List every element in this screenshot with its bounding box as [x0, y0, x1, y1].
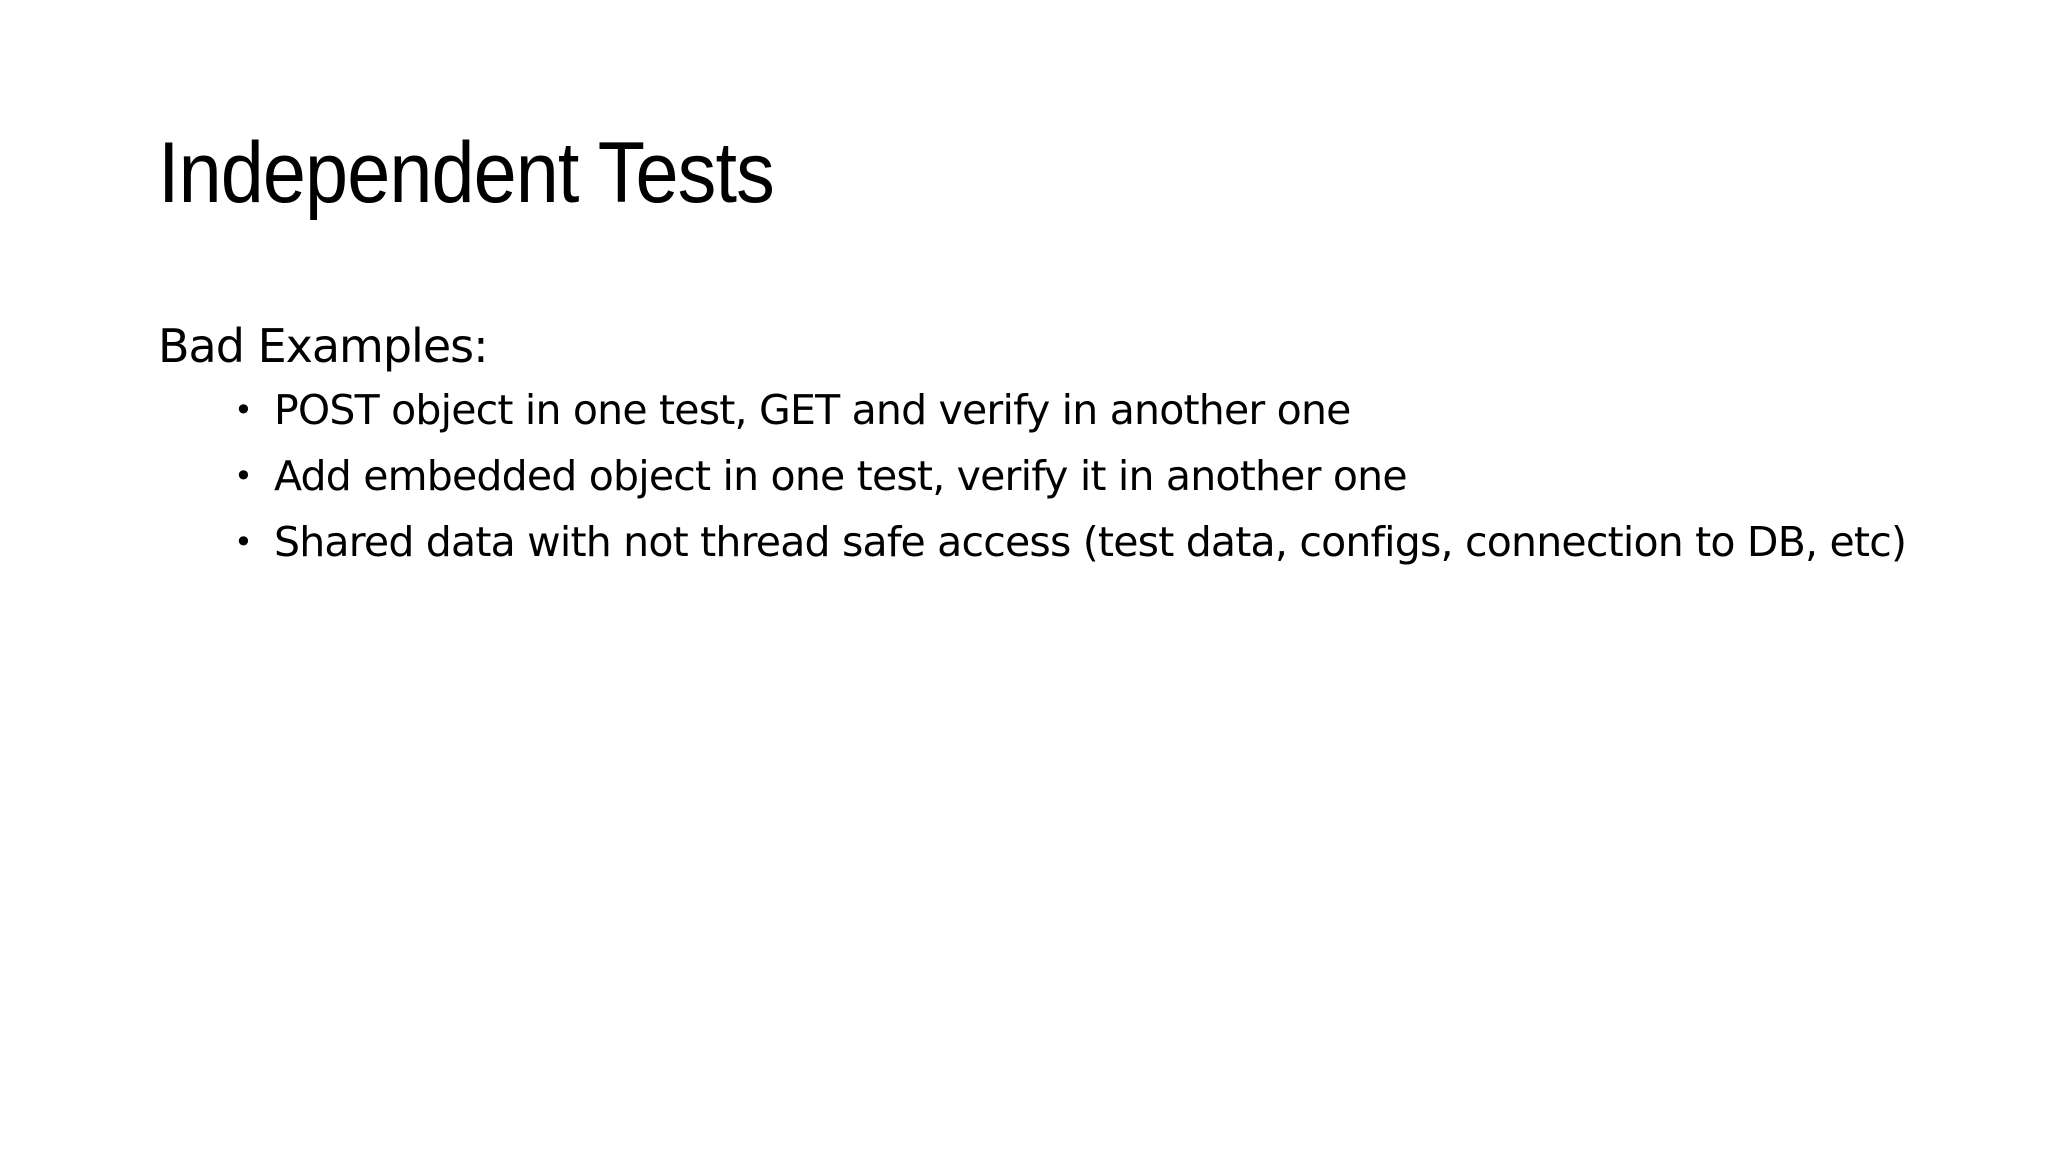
list-item: [158, 513, 1958, 571]
list-item: [158, 447, 1958, 505]
slide-title: Independent Tests: [158, 125, 774, 221]
bullet-list: [158, 381, 1958, 571]
bullet-text: Shared data with not thread safe access (test data, configs, connection to DB, etc): [274, 518, 1907, 566]
slide-content: [158, 315, 1958, 579]
intro-text: Bad Examples:: [158, 319, 488, 373]
bullet-icon: •: [234, 523, 253, 561]
list-item: [158, 381, 1958, 439]
bullet-icon: •: [234, 391, 253, 429]
bullet-text: POST object in one test, GET and verify in another one: [274, 386, 1351, 434]
bullet-text: Add embedded object in one test, verify it in another one: [274, 452, 1407, 500]
bullet-icon: •: [234, 457, 253, 495]
